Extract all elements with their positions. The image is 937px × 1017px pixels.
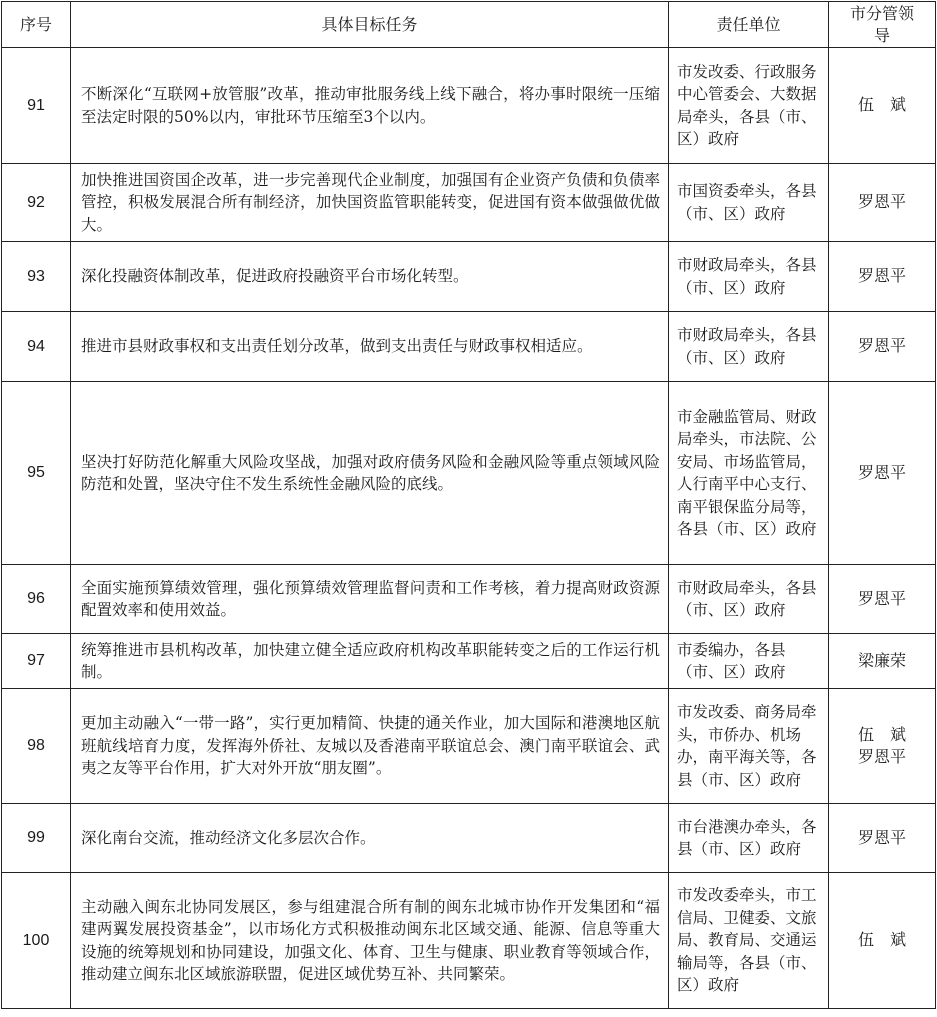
row-unit: 市发改委、行政服务中心管委会、大数据局牵头，各县（市、区）政府 — [669, 48, 829, 164]
table-row — [2, 382, 936, 565]
row-leader — [829, 689, 936, 804]
table-row — [2, 312, 936, 382]
table-row — [2, 48, 936, 164]
leader-name: 罗恩平 — [857, 336, 906, 356]
row-leader — [829, 48, 936, 164]
row-seq: 94 — [2, 312, 71, 382]
row-unit: 市国资委牵头，各县（市、区）政府 — [669, 164, 829, 242]
row-leader — [829, 804, 936, 873]
row-unit: 市发改委、商务局牵头，市侨办、机场办，南平海关等，各县（市、区）政府 — [669, 689, 829, 804]
leader-name: 罗恩平 — [857, 588, 906, 608]
row-unit: 市台港澳办牵头，各县（市、区）政府 — [669, 804, 829, 873]
row-unit: 市财政局牵头，各县（市、区）政府 — [669, 312, 829, 382]
row-task: 加快推进国资国企改革，进一步完善现代企业制度，加强国有企业资产负债和负债率管控，积极发展混合所有制经济，加快国资监管职能转变，促进国有资本做强做优做大。 — [71, 164, 669, 242]
row-unit: 市金融监管局、财政局牵头，市法院、公安局、市场监管局，人行南平中心支行、南平银保监分局等，各县（市、区）政府 — [669, 382, 829, 565]
row-unit: 市财政局牵头，各县（市、区）政府 — [669, 565, 829, 634]
row-task: 全面实施预算绩效管理，强化预算绩效管理监督问责和工作考核，着力提高财政资源配置效率和使用效益。 — [71, 565, 669, 634]
row-leader — [829, 164, 936, 242]
target-task-table — [1, 1, 936, 1009]
header-leader: 市分管领导 — [829, 2, 936, 48]
row-task: 更加主动融入“一带一路”，实行更加精简、快捷的通关作业，加大国际和港澳地区航班航线培育力度，发挥海外侨社、友城以及香港南平联谊总会、澳门南平联谊会、武夷之友等平台作用，扩大对外开放“朋友圈”。 — [71, 689, 669, 804]
row-seq: 99 — [2, 804, 71, 873]
row-task: 不断深化“互联网+放管服”改革，推动审批服务线上线下融合，将办事时限统一压缩至法定时限的50%以内，审批环节压缩至3个以内。 — [71, 48, 669, 164]
row-unit: 市委编办，各县（市、区）政府 — [669, 634, 829, 689]
table-row — [2, 873, 936, 1009]
row-task: 深化投融资体制改革，促进政府投融资平台市场化转型。 — [71, 242, 669, 312]
row-seq: 95 — [2, 382, 71, 565]
row-unit: 市发改委牵头，市工信局、卫健委、文旅局、教育局、交通运输局等，各县（市、区）政府 — [669, 873, 829, 1009]
row-seq: 91 — [2, 48, 71, 164]
row-task: 坚决打好防范化解重大风险攻坚战，加强对政府债务风险和金融风险等重点领域风险防范和处置，坚决守住不发生系统性金融风险的底线。 — [71, 382, 669, 565]
row-seq: 96 — [2, 565, 71, 634]
leader-name: 伍 斌 — [857, 95, 906, 115]
row-leader — [829, 565, 936, 634]
row-seq: 97 — [2, 634, 71, 689]
row-task: 推进市县财政事权和支出责任划分改革，做到支出责任与财政事权相适应。 — [71, 312, 669, 382]
leader-name: 伍 斌 — [857, 724, 906, 744]
table-row — [2, 242, 936, 312]
leader-name: 梁廉荣 — [857, 650, 906, 670]
leader-name: 罗恩平 — [857, 827, 906, 847]
row-task: 统筹推进市县机构改革，加快建立健全适应政府机构改革职能转变之后的工作运行机制。 — [71, 634, 669, 689]
header-task: 具体目标任务 — [71, 2, 669, 48]
row-seq: 100 — [2, 873, 71, 1009]
leader-name: 伍 斌 — [857, 930, 906, 950]
row-leader — [829, 242, 936, 312]
row-seq: 92 — [2, 164, 71, 242]
row-seq: 93 — [2, 242, 71, 312]
row-leader — [829, 382, 936, 565]
row-seq: 98 — [2, 689, 71, 804]
header-unit: 责任单位 — [669, 2, 829, 48]
table-row — [2, 164, 936, 242]
table-row — [2, 804, 936, 873]
row-task: 主动融入闽东北协同发展区，参与组建混合所有制的闽东北城市协作开发集团和“福建两翼发展投资基金”，以市场化方式积极推动闽东北区域交通、能源、信息等重大设施的统筹规划和协同建设，加强文化、体育、卫生与健康、职业教育等领域合作，推动建立闽东北区域旅游联盟，促进区域优势互补、共同繁荣。 — [71, 873, 669, 1009]
header-row — [2, 2, 936, 48]
row-leader — [829, 312, 936, 382]
row-leader — [829, 634, 936, 689]
row-unit: 市财政局牵头，各县（市、区）政府 — [669, 242, 829, 312]
table-row — [2, 634, 936, 689]
leader-name: 罗恩平 — [857, 266, 906, 286]
table-row — [2, 565, 936, 634]
row-leader — [829, 873, 936, 1009]
row-task: 深化南台交流，推动经济文化多层次合作。 — [71, 804, 669, 873]
leader-name: 罗恩平 — [857, 192, 906, 212]
leader-name: 罗恩平 — [857, 747, 906, 766]
leader-name: 罗恩平 — [857, 462, 906, 482]
header-seq: 序号 — [2, 2, 71, 48]
table-row — [2, 689, 936, 804]
